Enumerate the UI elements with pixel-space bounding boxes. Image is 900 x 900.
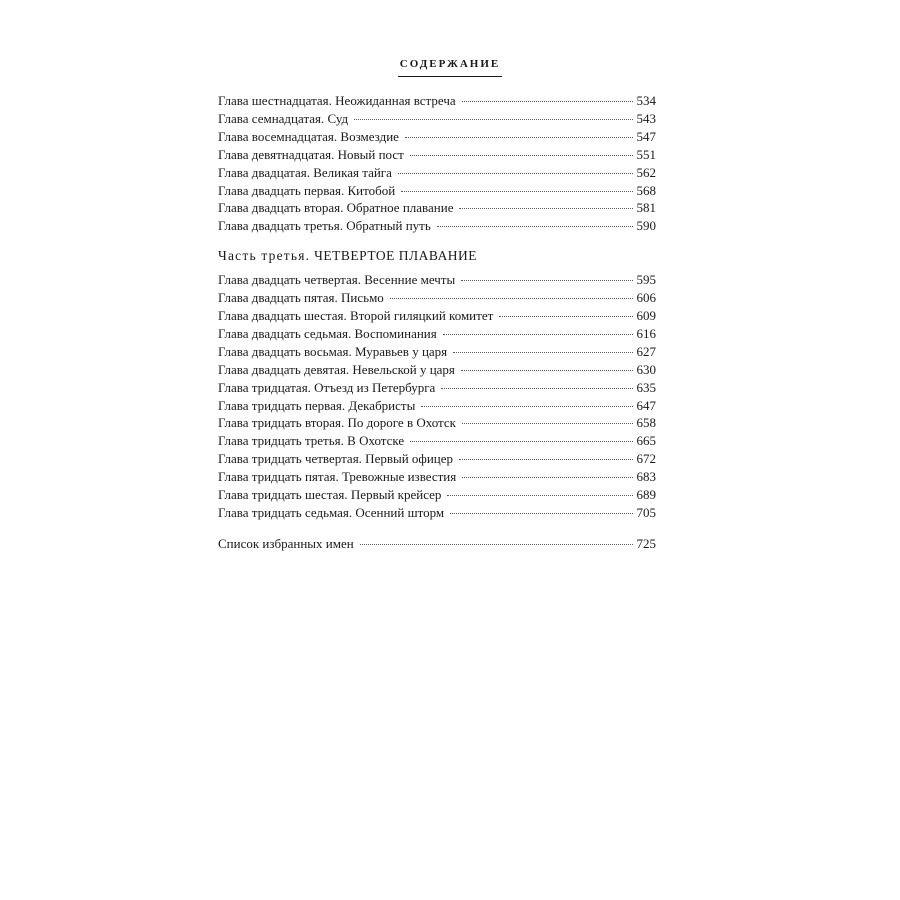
toc-entry[interactable] [218, 164, 656, 182]
toc-entry-title: Глава двадцать третья. Обратный путь [218, 218, 431, 234]
toc-entry[interactable] [218, 289, 656, 307]
toc-entry-title: Глава двадцать первая. Китобой [218, 182, 396, 198]
toc-entry-page: 627 [636, 343, 656, 359]
toc-entry-title: Глава тридцать седьмая. Осенний шторм [218, 504, 445, 520]
toc-entry-title: Глава тридцать первая. Декабристы [218, 397, 416, 413]
toc-entry-title: Глава восемнадцатая. Возмездие [218, 128, 399, 144]
toc-entry-page: 683 [636, 469, 656, 485]
toc-entry-page: 590 [636, 218, 656, 234]
toc-entry[interactable] [218, 379, 656, 397]
dot-leader [360, 544, 633, 545]
dot-leader [453, 352, 633, 353]
dot-leader [461, 370, 633, 371]
toc-entry[interactable] [218, 110, 656, 128]
toc-entry-page: 568 [636, 182, 656, 198]
toc-entry-title: Глава тридцать вторая. По дороге в Охотск [218, 415, 456, 431]
dot-leader [462, 101, 633, 102]
toc-entry-title: Глава тридцать третья. В Охотске [218, 433, 405, 449]
toc-entry[interactable] [218, 468, 656, 486]
toc-entry-title: Глава двадцать восьмая. Муравьев у царя [218, 343, 448, 359]
toc-entry-page: 630 [636, 361, 656, 377]
toc-entry-title: Глава двадцатая. Великая тайга [218, 164, 392, 180]
toc-entry-title: Глава двадцать пятая. Письмо [218, 290, 384, 306]
toc-entry[interactable] [218, 343, 656, 361]
toc-entry-page: 635 [636, 379, 656, 395]
toc-entry[interactable] [218, 432, 656, 450]
dot-leader [441, 388, 633, 389]
toc-entry-title: Глава шестнадцатая. Неожиданная встреча [218, 93, 456, 108]
toc-entry-title: Глава тридцать шестая. Первый крейсер [218, 487, 442, 503]
toc-entry-page: 705 [636, 504, 656, 520]
part-label: Часть третья. [218, 248, 311, 264]
toc-entry-page: 616 [636, 325, 656, 341]
dot-leader [499, 316, 633, 317]
toc-entry[interactable] [218, 92, 656, 110]
dot-leader [443, 334, 633, 335]
toc-entry-page: 609 [636, 307, 656, 323]
toc-entry[interactable] [218, 307, 656, 325]
toc-entry[interactable] [218, 325, 656, 343]
toc-entry-page: 581 [636, 200, 656, 216]
dot-leader [461, 280, 633, 281]
dot-leader [390, 298, 633, 299]
toc-entry[interactable] [218, 271, 656, 289]
dot-leader [447, 495, 633, 496]
toc-entry-page: 658 [636, 415, 656, 431]
toc-entry-page: 606 [636, 290, 656, 306]
toc-entry-title: Глава девятнадцатая. Новый пост [218, 146, 404, 162]
dot-leader [354, 119, 633, 120]
toc-entry-title: Глава двадцать четвертая. Весенние мечты [218, 272, 456, 288]
toc-entry-title: Глава двадцать шестая. Второй гиляцкий комитет [218, 307, 494, 323]
toc-entry[interactable] [218, 486, 656, 504]
part-heading[interactable] [218, 247, 656, 265]
toc-entry[interactable] [218, 199, 656, 217]
toc-entry[interactable] [218, 146, 656, 164]
running-header [380, 58, 520, 77]
toc-entry[interactable] [218, 128, 656, 146]
toc-entry-page: 534 [636, 93, 656, 108]
dot-leader [405, 137, 633, 138]
toc-entry-title: Список избранных имен [218, 535, 354, 551]
part-title: ЧЕТВЕРТОЕ ПЛАВАНИЕ [314, 248, 478, 264]
dot-leader [398, 173, 633, 174]
contents-title: СОДЕРЖАНИЕ [399, 58, 501, 70]
dot-leader [437, 226, 633, 227]
toc-entry[interactable] [218, 361, 656, 379]
toc-entry-title: Глава семнадцатая. Суд [218, 110, 349, 126]
toc-entry-page: 547 [636, 128, 656, 144]
toc-entry-page: 672 [636, 451, 656, 467]
toc-entry-title: Глава двадцать вторая. Обратное плавание [218, 200, 454, 216]
dot-leader [450, 513, 633, 514]
dot-leader [401, 191, 633, 192]
toc-entry-page: 595 [636, 272, 656, 288]
dot-leader [410, 441, 633, 442]
toc-entry[interactable] [218, 504, 656, 522]
toc-entry-page: 725 [636, 535, 656, 551]
toc-entry[interactable] [218, 182, 656, 200]
toc-entry-title: Глава двадцать девятая. Невельской у царя [218, 361, 455, 377]
toc-entry-page: 551 [636, 146, 656, 162]
toc-entry-page: 689 [636, 487, 656, 503]
toc-entry-page: 647 [636, 397, 656, 413]
toc-entry-appendix[interactable] [218, 535, 656, 553]
header-rule [398, 76, 502, 77]
toc-entry[interactable] [218, 397, 656, 415]
toc-group-part2 [218, 92, 656, 235]
dot-leader [421, 406, 633, 407]
toc-entry-page: 665 [636, 433, 656, 449]
table-of-contents [218, 92, 656, 553]
toc-entry[interactable] [218, 450, 656, 468]
dot-leader [462, 423, 633, 424]
toc-entry-title: Глава тридцать пятая. Тревожные известия [218, 469, 457, 485]
dot-leader [459, 459, 633, 460]
toc-entry[interactable] [218, 414, 656, 432]
spacer [218, 522, 656, 535]
toc-entry-title: Глава двадцать седьмая. Воспоминания [218, 325, 437, 341]
toc-entry[interactable] [218, 217, 656, 235]
dot-leader [410, 155, 633, 156]
toc-entry-page: 543 [636, 110, 656, 126]
toc-entry-page: 562 [636, 164, 656, 180]
dot-leader [459, 208, 633, 209]
toc-group-part3 [218, 271, 656, 522]
toc-entry-title: Глава тридцатая. Отъезд из Петербурга [218, 379, 436, 395]
toc-entry-title: Глава тридцать четвертая. Первый офицер [218, 451, 454, 467]
dot-leader [462, 477, 633, 478]
